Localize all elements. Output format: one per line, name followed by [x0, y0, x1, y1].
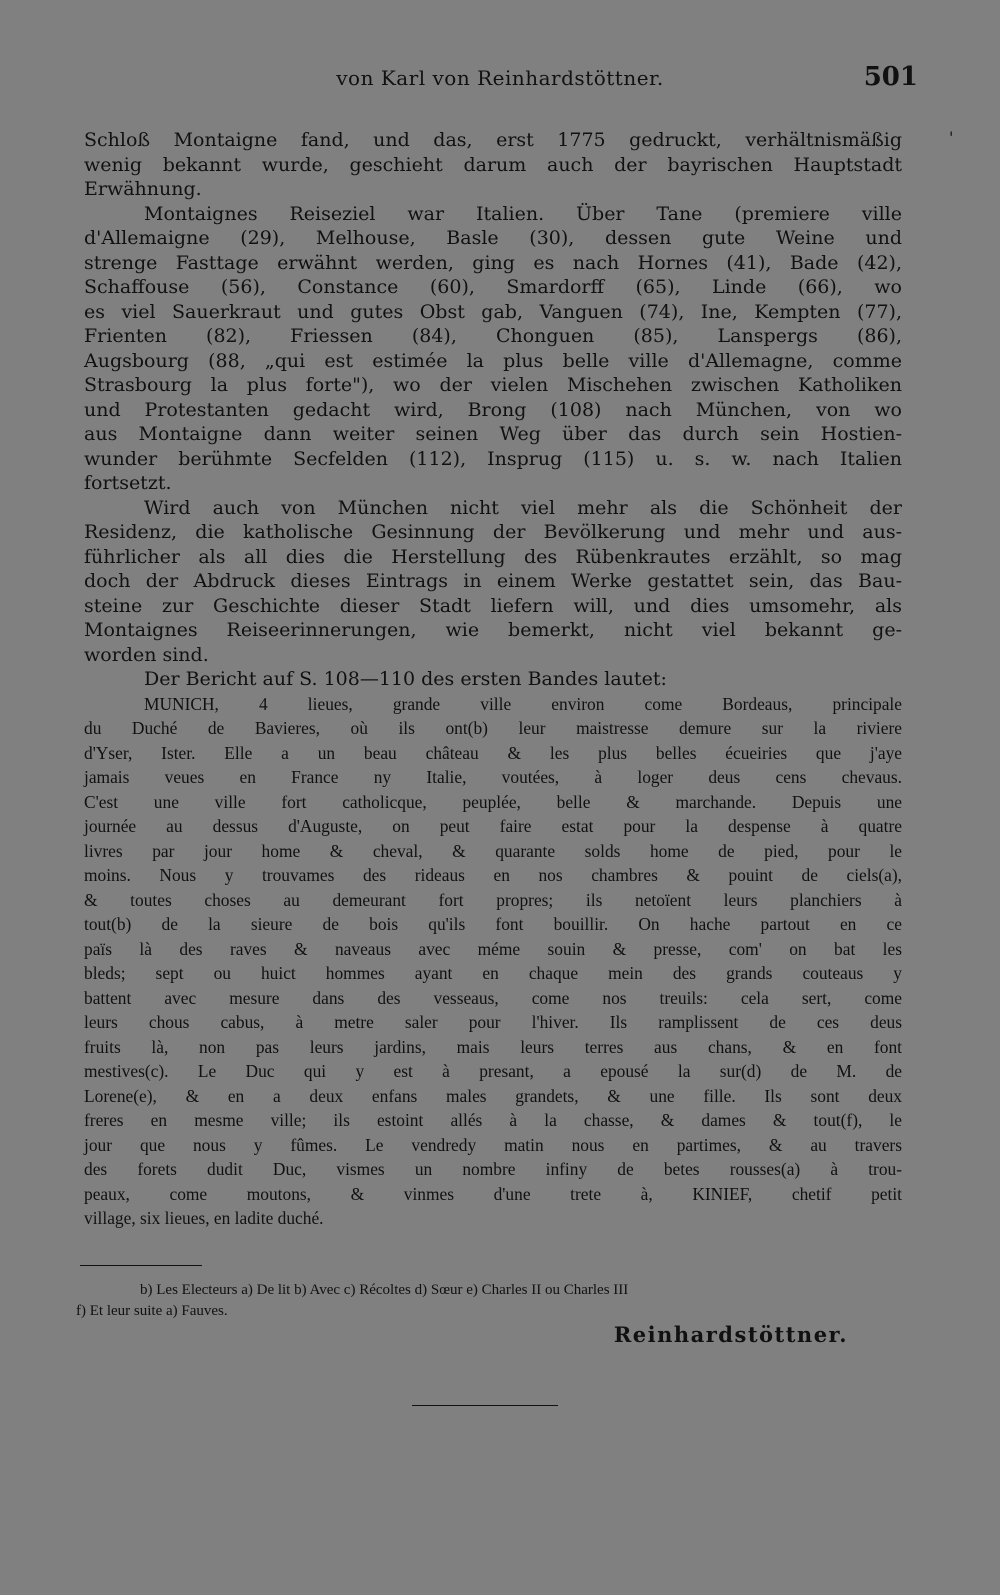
german-line: Montaignes Reiseziel war Italien. Über Tane (premiere ville: [144, 202, 902, 225]
german-line: Montaignes Reiseerinnerungen, wie bemerkt, nicht viel bekannt ge-: [84, 619, 902, 641]
french-quote-line: jour que nous y fûmes. Le vendredy matin nous en partimes, & au travers: [84, 1134, 902, 1155]
french-quote-line: païs là des raves & naveaus avec méme souin & presse, com' on bat les: [84, 938, 902, 959]
german-line: worden sind.: [84, 643, 209, 666]
german-line: Augsbourg (88, „qui est estimée la plus belle ville d'Allemagne, comme: [84, 349, 902, 372]
german-line: es viel Sauerkraut und gutes Obst gab, Vanguen (74), Ine, Kempten (77),: [84, 300, 902, 323]
margin-mark: ': [949, 128, 954, 147]
german-line: Wird auch von München nicht viel mehr als die Schönheit der: [144, 496, 902, 519]
german-line: d'Allemaigne (29), Melhouse, Basle (30), dessen gute Weine und: [84, 227, 902, 249]
author-signature: Reinhardstöttner.: [613, 1322, 848, 1347]
french-quote-line: Lorene(e), & en a deux enfans males grandets, & une fille. Ils sont deux: [84, 1085, 902, 1106]
german-line: aus Montaigne dann weiter seinen Weg über das durch sein Hostien-: [84, 423, 902, 445]
french-quote-line: journée au dessus d'Auguste, on peut faire estat pour la despense à quatre: [84, 816, 902, 836]
german-line: strenge Fasttage erwähnt werden, ging es nach Hornes (41), Bade (42),: [84, 251, 902, 274]
french-quote-line: freres en mesme ville; ils estoint allés à la chasse, & dames & tout(f), le: [84, 1110, 902, 1130]
french-quote-line: d'Yser, Ister. Elle a un beau château & les plus belles écueiries que j'aye: [84, 742, 902, 763]
french-quote-line: du Duché de Bavieres, où ils ont(b) leur maistresse demure sur la riviere: [84, 718, 902, 738]
french-quote-line: village, six lieues, en ladite duché.: [84, 1208, 324, 1228]
german-line: Schaffouse (56), Constance (60), Smardorff (65), Linde (66), wo: [84, 276, 902, 298]
german-line: wunder berühmte Secfelden (112), Insprug (115) u. s. w. nach Italien: [84, 447, 902, 470]
german-line: Schloß Montaigne fand, und das, erst 1775 gedruckt, verhältnismäßig: [84, 129, 902, 151]
french-quote-line: moins. Nous y trouvames des rideaus en nos chambres & pouint de ciels(a),: [84, 865, 902, 885]
french-quote-line: bleds; sept ou huict hommes ayant en chaque mein des grands couteaus y: [84, 963, 902, 983]
french-quote-line: livres par jour home & cheval, & quarante solds home de pied, pour le: [84, 840, 902, 861]
running-title: von Karl von Reinhardstöttner.: [336, 66, 664, 90]
german-line: führlicher als all dies die Herstellung des Rübenkrautes erzählt, so mag: [84, 545, 902, 568]
french-quote-line: & toutes choses au demeurant fort propres; ils netoïent leurs planchiers à: [84, 889, 902, 910]
footnote-line: f) Et leur suite a) Fauves.: [76, 1303, 228, 1319]
french-quote-line: leurs chous cabus, à metre saler pour l'hiver. Ils ramplissent de ces deus: [84, 1012, 902, 1032]
german-line: wenig bekannt wurde, geschieht darum auch der bayrischen Hauptstadt: [84, 153, 902, 176]
end-divider: [412, 1405, 558, 1406]
german-line: steine zur Geschichte dieser Stadt liefern will, und dies umsomehr, als: [84, 594, 902, 617]
footnote-divider: [80, 1265, 202, 1266]
footnote-line: b) Les Electeurs a) De lit b) Avec c) Récoltes d) Sœur e) Charles II ou Charles III: [140, 1282, 629, 1298]
french-quote-line: mestives(c). Le Duc qui y est à presant, a epousé la sur(d) de M. de: [84, 1061, 902, 1081]
french-quote-line: des forets dudit Duc, vismes un nombre infiny de betes rousses(a) à trou-: [84, 1159, 902, 1179]
page-number: 501: [863, 62, 918, 92]
german-line: Der Bericht auf S. 108—110 des ersten Bandes lautet:: [144, 668, 667, 690]
french-quote-line: jamais veues en France ny Italie, voutées, à loger deus cens chevaus.: [84, 767, 902, 787]
main-text: [84, 128, 902, 1231]
french-quote-line: peaux, come moutons, & vinmes d'une trete à, KINIEF, chetif petit: [84, 1183, 902, 1204]
french-quote-line: fruits là, non pas leurs jardins, mais leurs terres aus chans, & en font: [84, 1036, 902, 1057]
page-header: [0, 62, 1000, 100]
french-quote-line: MUNICH, 4 lieues, grande ville environ come Bordeaus, principale: [144, 693, 902, 714]
footnotes: [76, 1280, 902, 1322]
french-quote-line: C'est une ville fort catholicque, peuplée, belle & marchande. Depuis une: [84, 791, 902, 812]
german-line: fortsetzt.: [84, 472, 172, 494]
german-line: Erwähnung.: [84, 178, 202, 200]
german-line: doch der Abdruck dieses Eintrags in einem Werke gestattet sein, das Bau-: [84, 570, 902, 592]
german-line: und Protestanten gedacht wird, Brong (108) nach München, von wo: [84, 398, 902, 421]
french-quote-line: battent avec mesure dans des vesseaus, come nos treuils: cela sert, come: [84, 987, 902, 1008]
german-line: Residenz, die katholische Gesinnung der Bevölkerung und mehr und aus-: [84, 521, 902, 543]
german-line: Strasbourg la plus forte"), wo der vielen Mischehen zwischen Katholiken: [84, 374, 902, 396]
french-quote-line: tout(b) de la sieure de bois qu'ils font bouillir. On hache partout en ce: [84, 914, 902, 934]
german-line: Frienten (82), Friessen (84), Chonguen (85), Lanspergs (86),: [84, 325, 902, 347]
